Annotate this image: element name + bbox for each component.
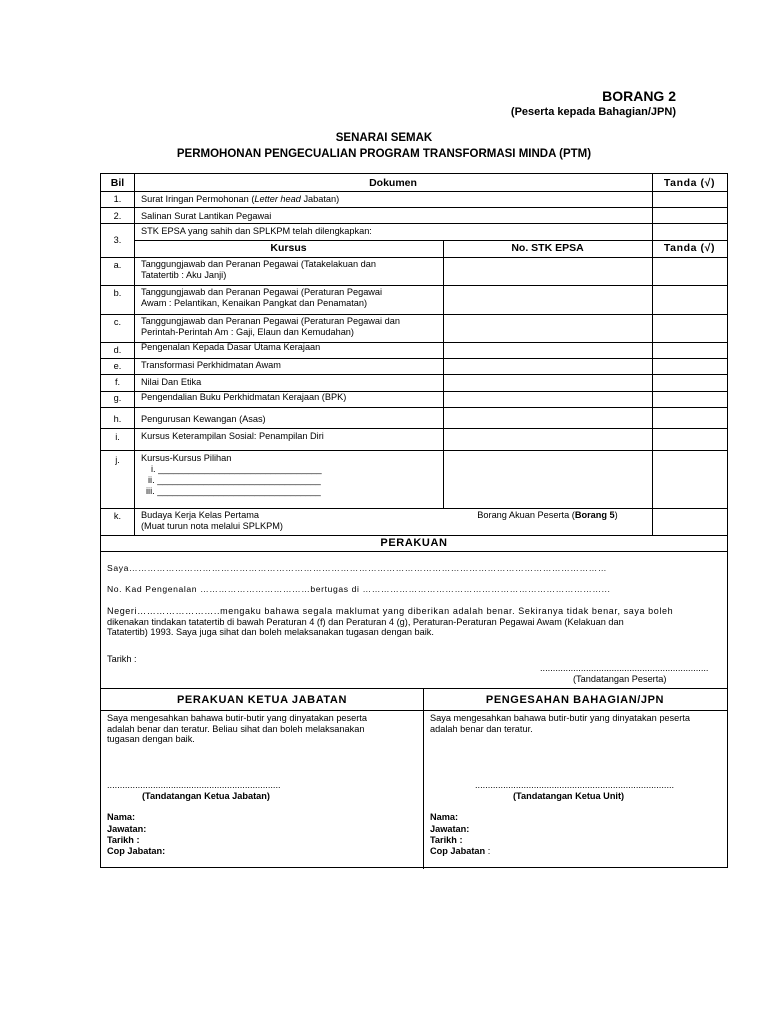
signature-label-ketua: (Tandatangan Ketua Jabatan)	[142, 791, 270, 801]
column-header-bil: Bil	[110, 177, 125, 189]
ketua-jawatan[interactable]: Jawatan:	[107, 824, 147, 834]
row-number: c.	[113, 317, 122, 327]
row-number: j.	[115, 455, 120, 465]
document-item-stk-epsa: STK EPSA yang sahih dan SPLKPM telah dilengkapkan:	[141, 226, 372, 236]
course-item: Kursus Keterampilan Sosial: Penampilan Diri	[141, 431, 324, 441]
declaration-ic-line[interactable]: No. Kad Pengenalan ………………………………bertugas di ……………………………………………………………………...	[107, 584, 611, 594]
elective-course-line[interactable]: ii. ________________________________	[148, 475, 321, 485]
row-number: 2.	[113, 211, 122, 221]
ketua-nama[interactable]: Nama:	[107, 812, 136, 822]
column-header-stk-epsa: No. STK EPSA	[511, 242, 584, 254]
row-number: g.	[113, 393, 122, 403]
column-header-tanda-2: Tanda (√)	[663, 242, 716, 254]
borang-akuan-note: Borang Akuan Peserta (Borang 5)	[477, 510, 618, 520]
row-number: 3.	[113, 235, 122, 245]
pengesahan-tarikh[interactable]: Tarikh :	[430, 835, 463, 845]
checklist-form	[100, 173, 728, 868]
elective-course-line[interactable]: iii. ________________________________	[146, 486, 321, 496]
course-item: Nilai Dan Etika	[141, 377, 202, 387]
signature-label-peserta: (Tandatangan Peserta)	[573, 674, 667, 684]
column-header-kursus: Kursus	[270, 242, 307, 254]
row-number: b.	[113, 288, 122, 298]
course-item: Tanggungjawab dan Peranan Pegawai (Tatakelakuan dan Tatatertib : Aku Janji)	[141, 259, 376, 280]
course-item: Pengendalian Buku Perkhidmatan Kerajaan (BPK)	[141, 392, 347, 402]
row-number: f.	[114, 377, 121, 387]
ketua-tarikh[interactable]: Tarikh :	[107, 835, 140, 845]
row-number: i.	[115, 432, 120, 442]
signature-label-ketua-unit: (Tandatangan Ketua Unit)	[513, 791, 625, 801]
row-number: d.	[113, 345, 122, 355]
row-number: 1.	[113, 194, 122, 204]
declaration-date[interactable]: Tarikh :	[107, 654, 137, 664]
ketua-cop-jabatan[interactable]: Cop Jabatan:	[107, 846, 166, 856]
ketua-statement: Saya mengesahkan bahawa butir-butir yang dinyatakan peserta adalah benar dan teratur. Beliau sihat dan boleh melaksanakan tugasan dengan baik.	[107, 713, 367, 744]
pengesahan-title: PENGESAHAN BAHAGIAN/JPN	[485, 694, 665, 706]
course-item: Pengenalan Kepada Dasar Utama Kerajaan	[141, 342, 321, 352]
document-item-appointment-letter: Salinan Surat Lantikan Pegawai	[141, 211, 272, 221]
perakuan-title: PERAKUAN	[380, 537, 448, 549]
course-item: Transformasi Perkhidmatan Awam	[141, 360, 281, 370]
pengesahan-statement: Saya mengesahkan bahawa butir-butir yang dinyatakan peserta adalah benar dan teratur.	[430, 713, 690, 734]
signature-line-ketua[interactable]: ....................................................................	[107, 780, 281, 790]
elective-course-line[interactable]: i. ________________________________	[151, 464, 322, 474]
row-number: a.	[113, 260, 122, 270]
course-item: Tanggungjawab dan Peranan Pegawai (Peraturan Pegawai dan Perintah-Perintah Am : Gaji, Elaun dan Kemudahan)	[141, 316, 400, 337]
pengesahan-nama[interactable]: Nama:	[430, 812, 459, 822]
row-number: k.	[113, 511, 122, 521]
declaration-name-line[interactable]: Saya…………………………………………………………………………………………………………………………………………	[107, 563, 608, 573]
column-header-dokumen: Dokumen	[369, 177, 417, 189]
document-subtitle: PERMOHONAN PENGECUALIAN PROGRAM TRANSFORMASI MINDA (PTM)	[176, 148, 592, 160]
form-number: BORANG 2	[602, 88, 676, 104]
pengesahan-jawatan[interactable]: Jawatan:	[430, 824, 470, 834]
document-item-cover-letter: Surat Iringan Permohonan (Letter head Jabatan)	[141, 194, 340, 204]
row-number: e.	[113, 361, 122, 371]
signature-line-ketua-unit[interactable]: ..............................................................................	[475, 780, 675, 790]
form-audience: (Peserta kepada Bahagian/JPN)	[510, 106, 676, 118]
pengesahan-cop-jabatan[interactable]: Cop Jabatan :	[430, 846, 491, 856]
declaration-statement: Negeri……………………..mengaku bahawa segala maklumat yang diberikan adalah benar. Sekiranya tidak benar, saya boleh dikenakan tindakan tatatertib di bawah Peraturan 4 (f) dan Peraturan 4 (g), Peraturan-Peraturan Pegawai Awam (Kelakuan dan Tatatertib) 1993. Saya juga sihat dan boleh melaksanakan tugasan dengan baik.	[107, 606, 674, 637]
course-item: Pengurusan Kewangan (Asas)	[141, 414, 266, 424]
course-item: Budaya Kerja Kelas Pertama (Muat turun nota melalui SPLKPM)	[141, 510, 283, 531]
row-number: h.	[113, 414, 122, 424]
course-item: Tanggungjawab dan Peranan Pegawai (Peraturan Pegawai Awam : Pelantikan, Kenaikan Pangkat dan Penamatan)	[141, 287, 383, 308]
document-title: SENARAI SEMAK	[335, 132, 433, 144]
ketua-jabatan-title: PERAKUAN KETUA JABATAN	[176, 694, 348, 706]
signature-line-peserta[interactable]: ..................................................................	[540, 663, 709, 673]
elective-courses-label: Kursus-Kursus Pilihan	[141, 453, 232, 463]
column-header-tanda: Tanda (√)	[663, 177, 716, 189]
